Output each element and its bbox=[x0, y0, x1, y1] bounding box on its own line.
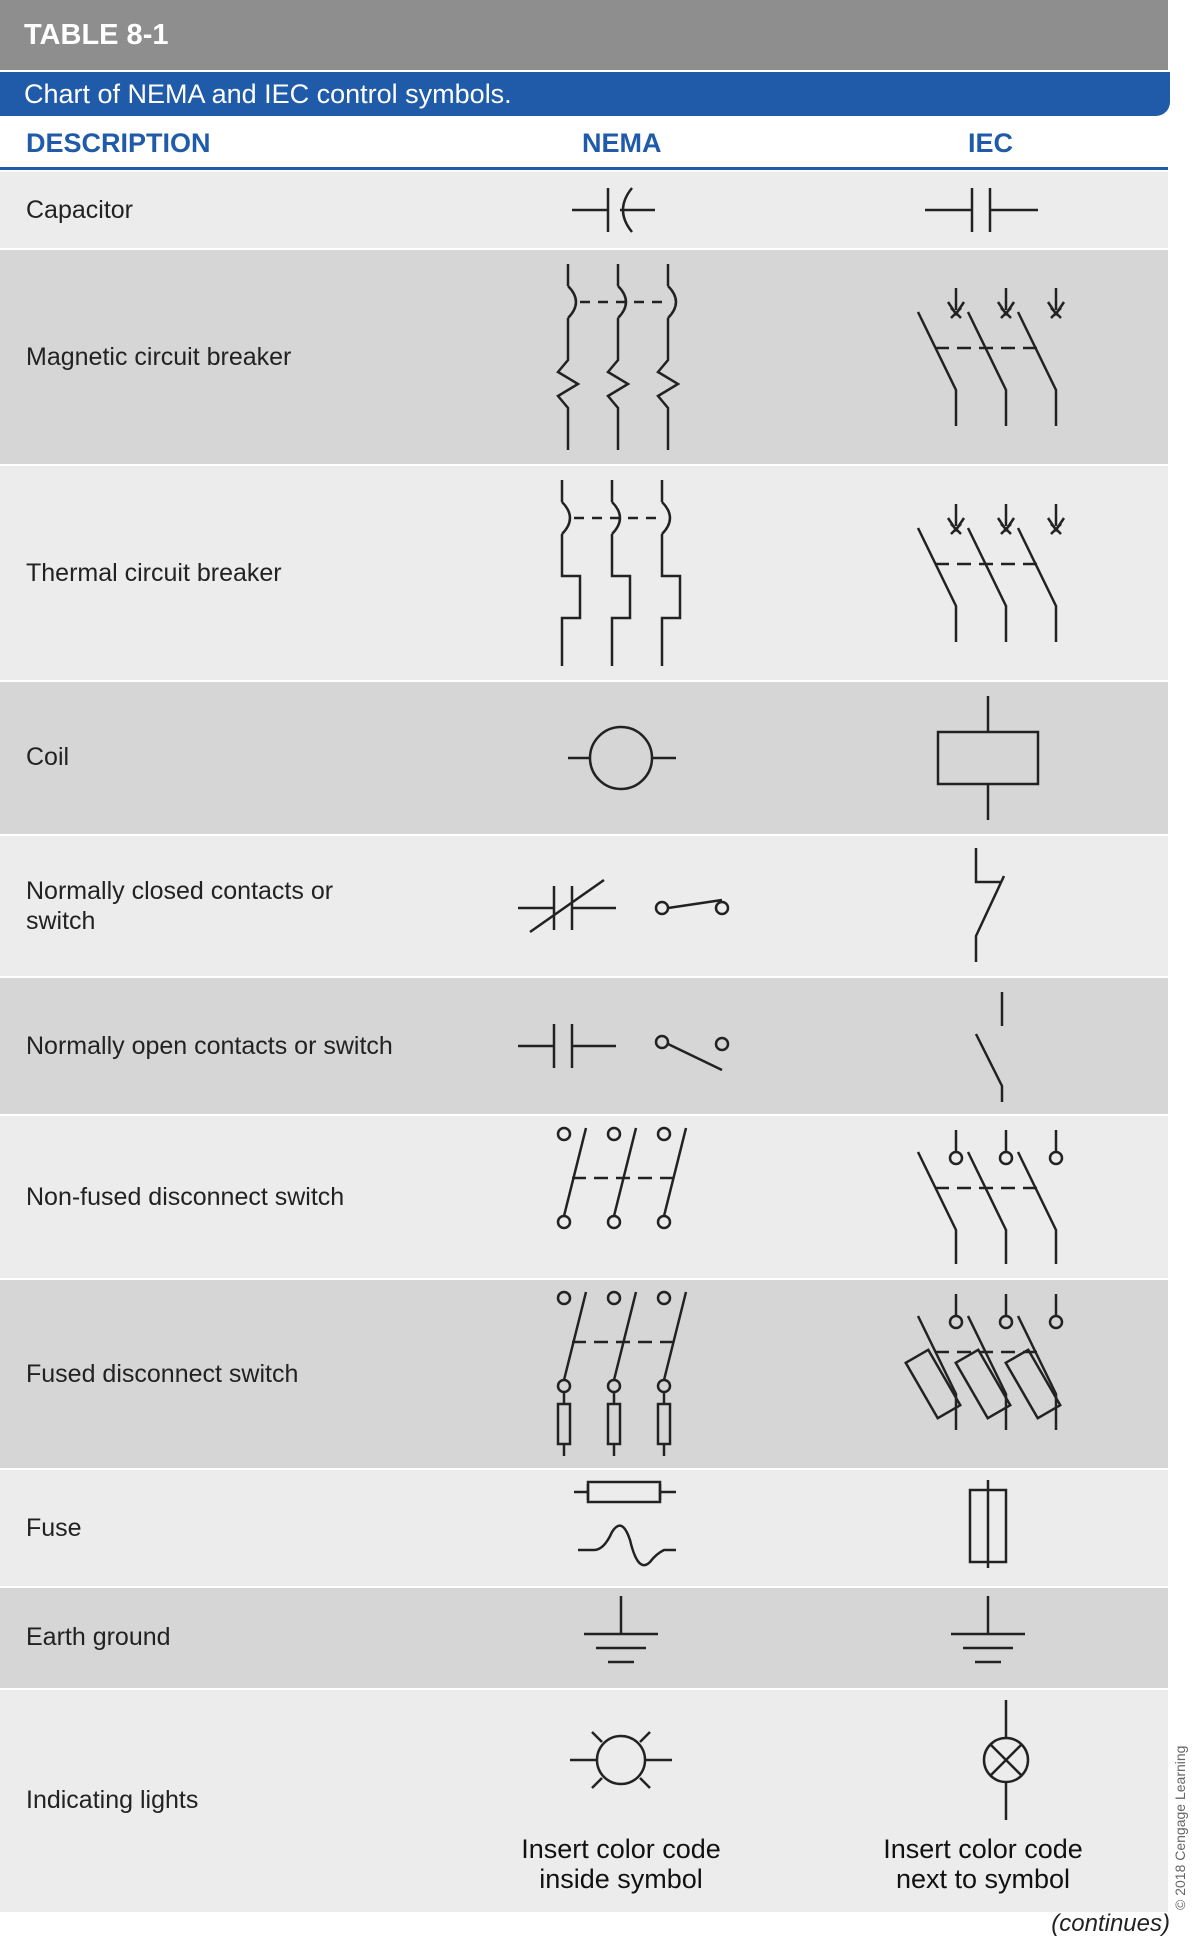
table-caption: Chart of NEMA and IEC control symbols. bbox=[0, 72, 1170, 116]
coil-iec-icon bbox=[938, 696, 1038, 820]
continues-label: (continues) bbox=[1051, 1910, 1170, 1937]
row-description: Coil bbox=[26, 743, 70, 771]
nc-contacts-nema-icon bbox=[518, 880, 728, 932]
row-description: Indicating lights bbox=[26, 1786, 199, 1814]
capacitor-nema-icon bbox=[572, 188, 655, 232]
nema-note: Insert color code inside symbol bbox=[521, 1834, 721, 1894]
table-row bbox=[0, 1588, 1168, 1688]
row-description: Non-fused disconnect switch bbox=[26, 1183, 345, 1211]
table-row bbox=[0, 1690, 1168, 1912]
row-description: Capacitor bbox=[26, 196, 133, 224]
table-label: TABLE 8-1 bbox=[0, 0, 1168, 70]
thermal-breaker-nema-icon bbox=[562, 480, 680, 666]
magnetic-breaker-nema-icon bbox=[558, 264, 678, 450]
no-contacts-nema-icon bbox=[518, 1024, 728, 1070]
nc-contacts-iec-icon bbox=[976, 848, 1004, 962]
capacitor-iec-icon bbox=[925, 188, 1038, 232]
ground-nema-icon bbox=[584, 1596, 658, 1662]
row-description: Normally open contacts or switch bbox=[26, 1032, 393, 1060]
table-row bbox=[0, 978, 1168, 1114]
table-header bbox=[0, 120, 1168, 170]
nonfused-disconnect-iec-icon bbox=[918, 1130, 1062, 1264]
row-description: Fused disconnect switch bbox=[26, 1360, 299, 1388]
nonfused-disconnect-nema-icon bbox=[558, 1128, 686, 1228]
row-description: Magnetic circuit breaker bbox=[26, 343, 292, 371]
row-description: Thermal circuit breaker bbox=[26, 559, 282, 587]
no-contacts-iec-icon bbox=[976, 992, 1002, 1102]
table-row bbox=[0, 466, 1168, 680]
row-description: Fuse bbox=[26, 1514, 82, 1542]
table-row bbox=[0, 1470, 1168, 1586]
indicating-light-iec-icon bbox=[984, 1700, 1028, 1820]
table-row bbox=[0, 172, 1168, 248]
table-row bbox=[0, 1116, 1168, 1278]
table-row bbox=[0, 1280, 1168, 1468]
copyright-credit: © 2018 Cengage Learning bbox=[1172, 1745, 1188, 1910]
table-row bbox=[0, 682, 1168, 834]
coil-nema-icon bbox=[568, 727, 676, 789]
fused-disconnect-nema-icon bbox=[558, 1292, 686, 1456]
fused-disconnect-iec-icon bbox=[906, 1294, 1062, 1430]
row-description: Normally closed contacts or switch bbox=[26, 877, 334, 935]
fuse-nema-icon bbox=[574, 1482, 676, 1565]
table-row bbox=[0, 836, 1168, 976]
header-iec: IEC bbox=[968, 128, 1014, 158]
fuse-iec-icon bbox=[970, 1480, 1006, 1568]
thermal-breaker-iec-icon bbox=[918, 504, 1064, 642]
iec-note: Insert color code next to symbol bbox=[883, 1834, 1083, 1894]
header-nema: NEMA bbox=[582, 128, 662, 158]
indicating-light-nema-icon bbox=[570, 1732, 672, 1788]
ground-iec-icon bbox=[951, 1596, 1025, 1662]
header-description: DESCRIPTION bbox=[26, 128, 211, 158]
magnetic-breaker-iec-icon bbox=[918, 288, 1064, 426]
table-row bbox=[0, 250, 1168, 464]
row-description: Earth ground bbox=[26, 1623, 171, 1651]
